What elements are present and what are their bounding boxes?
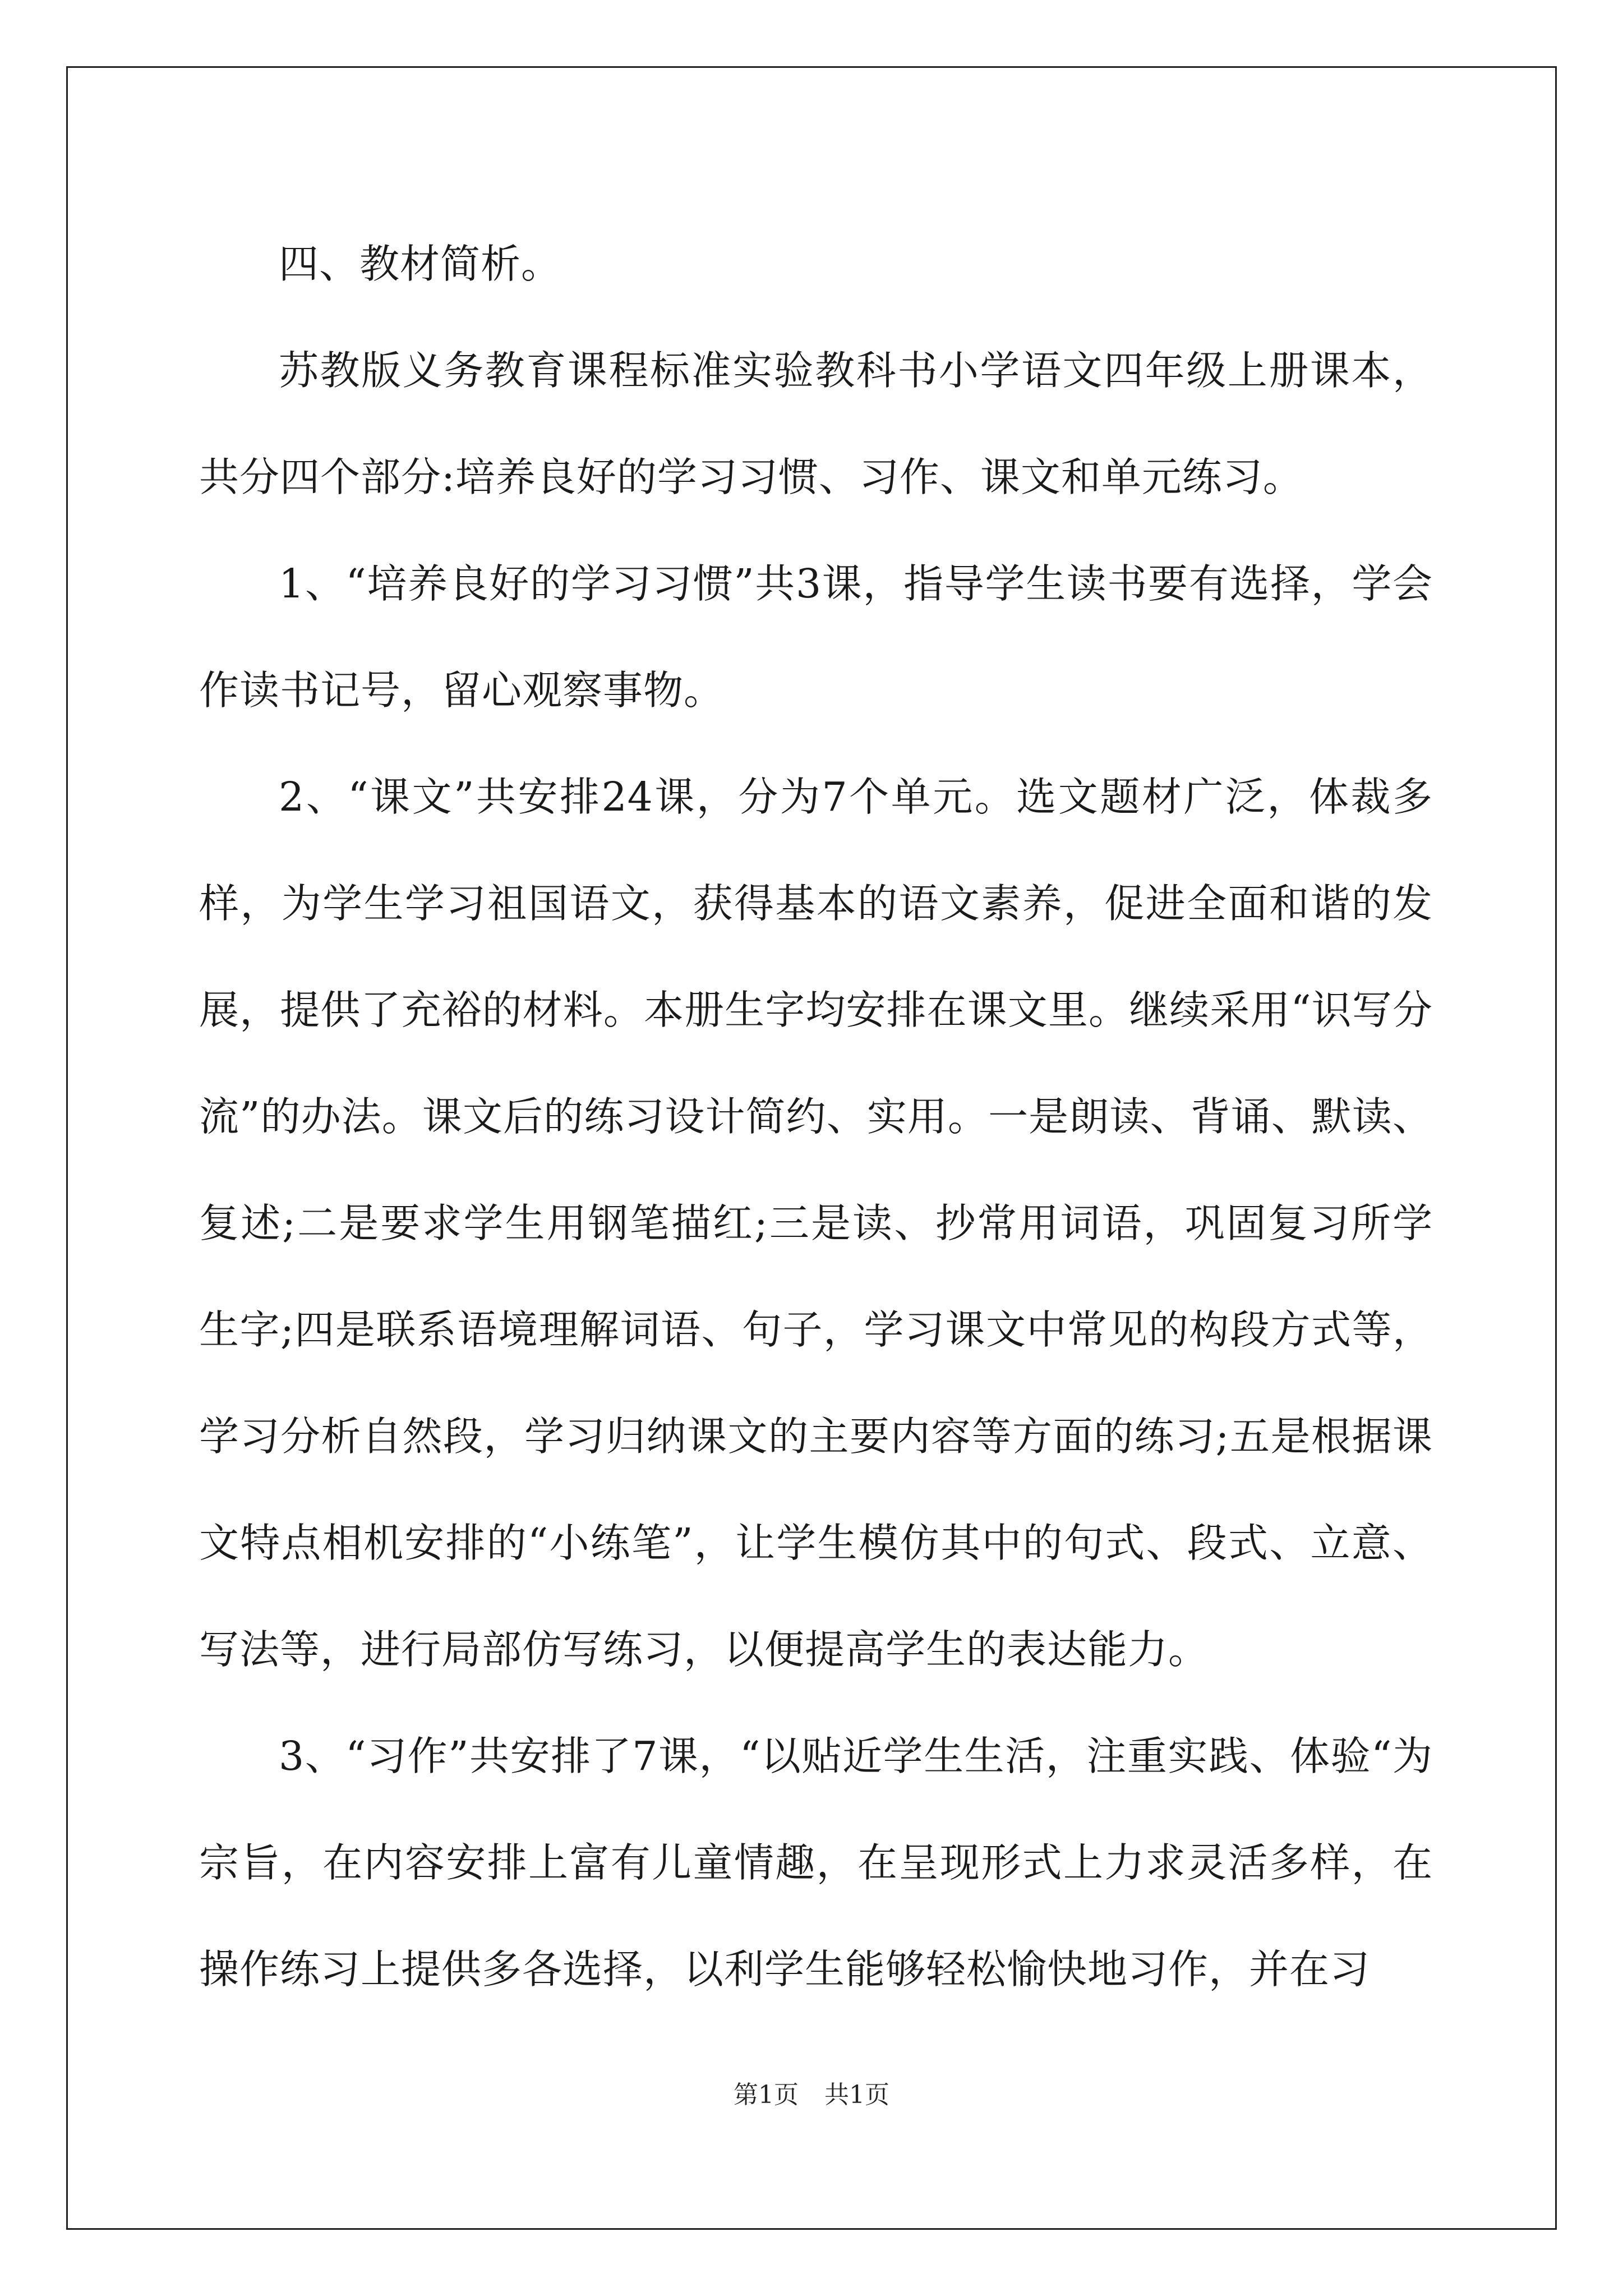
page-total: 共1页 [824, 2081, 889, 2109]
page-footer [0, 2078, 1623, 2112]
paragraph-item-3: 3、“习作”共安排了7课，“以贴近学生生活，注重实践、体验“为宗旨，在内容安排上富有儿童情趣，在呈现形式上力求灵活多样，在操作练习上提供多各选择，以利学生能够轻松愉快地习作，并在习 [199, 1733, 1433, 1993]
paragraph-intro: 苏教版义务教育课程标准实验教科书小学语文四年级上册课本，共分四个部分:培养良好的学习习惯、习作、课文和单元练习。 [199, 347, 1433, 500]
paragraph-item-2: 2、“课文”共安排24课，分为7个单元。选文题材广泛，体裁多样，为学生学习祖国语文，获得基本的语文素养，促进全面和谐的发展，提供了充裕的材料。本册生字均安排在课文里。继续采用“识写分流”的办法。课文后的练习设计简约、实用。一是朗读、背诵、默读、复述;二是要求学生用钢笔描红;三是读、抄常用词语，巩固复习所学生字;四是联系语境理解词语、句子，学习课文中常见的构段方式等，学习分析自然段，学习归纳课文的主要内容等方面的练习;五是根据课文特点相机安排的“小练笔”，让学生模仿其中的句式、段式、立意、写法等，进行局部仿写练习，以便提高学生的表达能力。 [199, 774, 1433, 1673]
document-body [199, 211, 1433, 2023]
paragraph-item-1: 1、“培养良好的学习习惯”共3课，指导学生读书要有选择，学会作读书记号，留心观察事物。 [199, 560, 1433, 714]
page-number: 第1页 [734, 2081, 799, 2109]
paragraph-heading: 四、教材简析。 [279, 241, 562, 287]
